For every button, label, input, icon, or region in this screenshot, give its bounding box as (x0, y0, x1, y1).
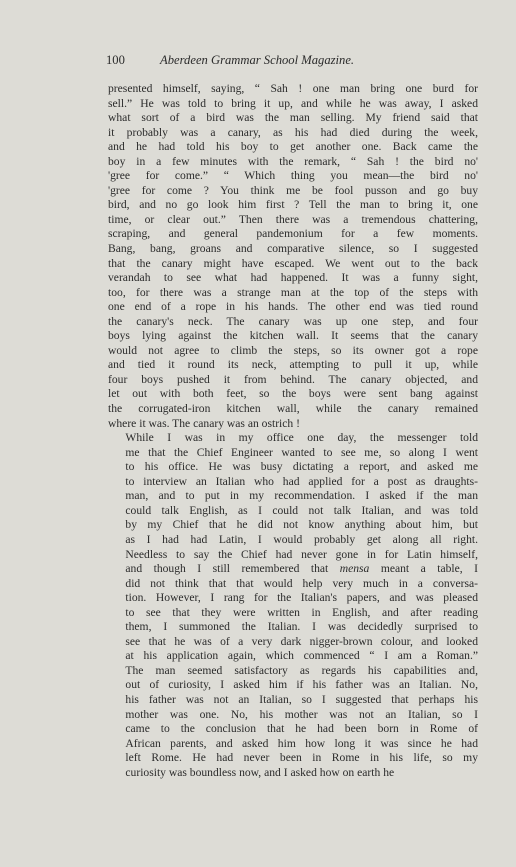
text-line: one end of a rope in his hands. The other end was tied round (108, 300, 478, 314)
text-line: and he had told his boy to get another one. Back came the (108, 140, 478, 154)
running-title: Aberdeen Grammar School Magazine. (160, 53, 355, 67)
text-line: While I was in my office one day, the messenger told (125, 431, 478, 445)
text-line: time, or clear out.” Then there was a tremendous chattering, (108, 212, 478, 226)
text-line: Bang, bang, groans and comparative silence, so I suggested (108, 242, 478, 256)
text-line: and though I still remembered that mensa meant a table, I (125, 562, 478, 576)
text-line: the canary's neck. The canary was up one step, and four (108, 314, 478, 328)
paragraph (108, 82, 478, 431)
text-line: verandah to see what had happened. It was a funny sight, (108, 271, 478, 285)
text-line: to see that they were written in English, and after reading (125, 605, 478, 619)
text-line: at his application again, which commenced “ I am a Roman.” (125, 649, 478, 663)
text-line: mother was one. No, his mother was not an Italian, so I (125, 707, 478, 721)
text-line: left Rome. He had never been in Rome in his life, so my (125, 751, 478, 765)
running-header (106, 52, 406, 68)
text-line: did not think that that would help very much in a conversa- (125, 576, 478, 590)
page-number: 100 (106, 53, 125, 67)
text-line: what sort of a bird was the man selling. My friend said that (108, 111, 478, 125)
text-line: it probably was a canary, as his had died during the week, (108, 125, 478, 139)
text-line: boy in a few minutes with the remark, “ Sah ! the bird no' (108, 154, 478, 168)
text-line: curiosity was boundless now, and I asked how on earth he (125, 765, 395, 779)
text-line: to interview an Italian who had applied for a post as draughts- (125, 474, 478, 488)
text-line: me that the Chief Engineer wanted to see me, so along I went (125, 445, 478, 459)
text-line: would not agree to climb the steps, so its owner got a rope (108, 343, 478, 357)
text-line: sell.” He was told to bring it up, and while he was away, I asked (108, 96, 478, 110)
text-line: bird, and no go look him first ? Tell the man to bring it, one (108, 198, 478, 212)
text-line: African parents, and asked him how long it was since he had (125, 736, 478, 750)
text-line: them, I summoned the Italian. I was decidedly surprised to (125, 620, 478, 634)
text-line: 'gree for come ? You think me be fool pusson and go buy (108, 183, 478, 197)
text-line: tion. However, I rang for the Italian's papers, and was pleased (125, 591, 478, 605)
text-line: scraping, and general pandemonium for a few moments. (108, 227, 478, 241)
text-line: The man seemed satisfactory as regards his capabilities and, (125, 663, 478, 677)
text-line: as I had had Latin, I would probably get along all right. (125, 532, 478, 546)
text-line: four boys pushed it from behind. The canary objected, and (108, 372, 478, 386)
text-line: see that he was of a very dark nigger-brown colour, and looked (125, 634, 478, 648)
text-line: and tied it round its neck, attempting to pull it up, while (108, 358, 478, 372)
text-line: where it was. The canary was an ostrich ! (108, 416, 300, 430)
text-line: to his office. He was busy dictating a report, and asked me (125, 460, 478, 474)
text-line: the corrugated-iron kitchen wall, while the canary remained (108, 402, 478, 416)
paragraph (108, 431, 478, 780)
text-line: out of curiosity, I asked him if his father was an Italian. No, (125, 678, 478, 692)
text-line: his father was not an Italian, so I suggested that perhaps his (125, 692, 478, 706)
text-line: Needless to say the Chief had never gone in for Latin himself, (125, 547, 478, 561)
italic-word: mensa (339, 562, 370, 576)
text-line: by my Chief that he did not know anything about him, but (125, 518, 478, 532)
text-line: came to the conclusion that he had been born in Rome of (125, 722, 478, 736)
text-line: boys lying against the kitchen wall. It seems that the canary (108, 329, 478, 343)
text-line: let out with both feet, so the boys were sent bang against (108, 387, 478, 401)
text-line: could talk English, as I could not talk Italian, and was told (125, 503, 478, 517)
text-line: presented himself, saying, “ Sah ! one man bring one burd for (108, 82, 478, 95)
text-line: man, and to put in my recommendation. I asked if the man (125, 489, 478, 503)
text-line: 'gree for come.” “ Which thing you mean—the bird no' (108, 169, 478, 183)
text-line: that the canary might have escaped. We went out to the back (108, 256, 478, 270)
text-line: too, for there was a strange man at the top of the steps with (108, 285, 478, 299)
body-text (108, 82, 478, 780)
